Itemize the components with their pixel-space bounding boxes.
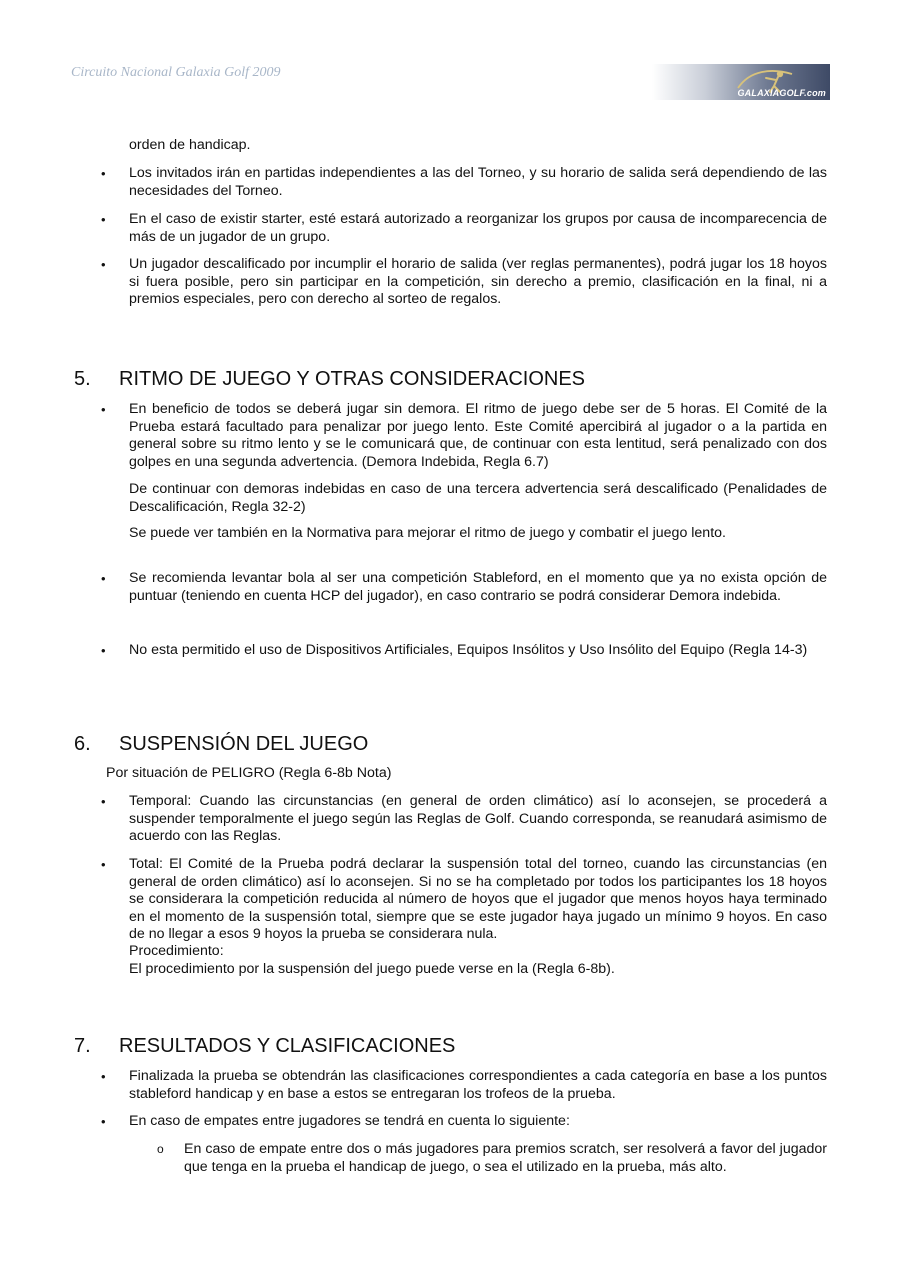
list-item-continuation: De continuar con demoras indebidas en caso de una tercera advertencia será descalificado (Penalidades de Descalificación, Regla 32-2) [129, 481, 827, 515]
list-item: Temporal: Cuando las circunstancias (en general de orden climático) así lo aconsejen, se procederá a suspender temporalmente el juego según las Reglas de Golf. Cuando corresponda, se reanudará asimismo de acuerdo con las Reglas. [129, 793, 827, 844]
continuation-text: orden de handicap. [129, 137, 251, 153]
bullet-marker: • [101, 166, 106, 181]
bullet-marker: • [101, 1069, 106, 1084]
section-number: 5. [74, 368, 91, 390]
list-item: Un jugador descalificado por incumplir el horario de salida (ver reglas permanentes), podrá jugar los 18 hoyos si fuera posible, pero sin participar en la competición, sin derecho a premio, clasificación en la final, ni a premios especiales, pero con derecho al sorteo de regalos. [129, 256, 827, 307]
bullet-marker: • [101, 571, 106, 586]
sub-bullet-marker: o [157, 1142, 164, 1156]
list-item: Finalizada la prueba se obtendrán las clasificaciones correspondientes a cada categoría en base a los puntos stableford handicap y en base a estos se entregaran los trofeos de la prueba. [129, 1068, 827, 1102]
list-item: Se recomienda levantar bola al ser una competición Stableford, en el momento que ya no exista opción de puntuar (teniendo en cuenta HCP del jugador), en caso contrario se podrá considerar Demora indebida. [129, 570, 827, 604]
sub-list-item: En caso de empate entre dos o más jugadores para premios scratch, ser resolverá a favor del jugador que tenga en la prueba el handicap de juego, o sea el utilizado en la prueba, más alto. [184, 1141, 827, 1175]
bullet-marker: • [101, 212, 106, 227]
section-number: 6. [74, 733, 91, 755]
bullet-marker: • [101, 257, 106, 272]
list-item-continuation: Se puede ver también en la Normativa para mejorar el ritmo de juego y combatir el juego lento. [129, 525, 726, 541]
section-heading: RESULTADOS Y CLASIFICACIONES [119, 1035, 456, 1057]
section-heading: RITMO DE JUEGO Y OTRAS CONSIDERACIONES [119, 368, 585, 390]
bullet-marker: • [101, 643, 106, 658]
bullet-marker: • [101, 402, 106, 417]
header-title: Circuito Nacional Galaxia Golf 2009 [71, 65, 281, 80]
section-intro: Por situación de PELIGRO (Regla 6-8b Nota) [106, 765, 392, 781]
list-item: No esta permitido el uso de Dispositivos Artificiales, Equipos Insólitos y Uso Insólito del Equipo (Regla 14-3) [129, 642, 808, 658]
bullet-marker: • [101, 794, 106, 809]
procedure-text: El procedimiento por la suspensión del juego puede verse en la (Regla 6-8b). [129, 961, 615, 977]
list-item: Los invitados irán en partidas independientes a las del Torneo, y su horario de salida será dependiendo de las necesidades del Torneo. [129, 165, 827, 199]
bullet-marker: • [101, 1114, 106, 1129]
list-item: En beneficio de todos se deberá jugar sin demora. El ritmo de juego debe ser de 5 horas. El Comité de la Prueba estará facultado para penalizar por juego lento. Este Comité apercibirá al jugador o a la partida en general sobre su ritmo lento y se le comunicará que, de continuar con esta lentitud, será penalizado con dos golpes en una segunda advertencia. (Demora Indebida, Regla 6.7) [129, 401, 827, 470]
list-item: En el caso de existir starter, esté estará autorizado a reorganizar los grupos por causa de incomparecencia de más de un jugador de un grupo. [129, 211, 827, 245]
section-heading: SUSPENSIÓN DEL JUEGO [119, 733, 369, 755]
list-item: Total: El Comité de la Prueba podrá declarar la suspensión total del torneo, cuando las circunstancias (en general de orden climático) así lo aconsejen. Si no se ha completado por todos los participantes los 18 hoyos se considerara la competición reducida al número de hoyos que el jugador que menos hoyos haya terminado en el momento de la suspensión total, siempre que se este jugador haya jugado un mínimo 9 hoyos. En caso de no llegar a esos 9 hoyos la prueba se considerara nula. [129, 856, 827, 942]
logo-text: GALAXIAGOLF.com [737, 88, 826, 98]
list-item: En caso de empates entre jugadores se tendrá en cuenta lo siguiente: [129, 1113, 570, 1129]
procedure-label: Procedimiento: [129, 943, 224, 959]
galaxia-golf-logo [652, 64, 830, 100]
section-number: 7. [74, 1035, 91, 1057]
bullet-marker: • [101, 857, 106, 872]
